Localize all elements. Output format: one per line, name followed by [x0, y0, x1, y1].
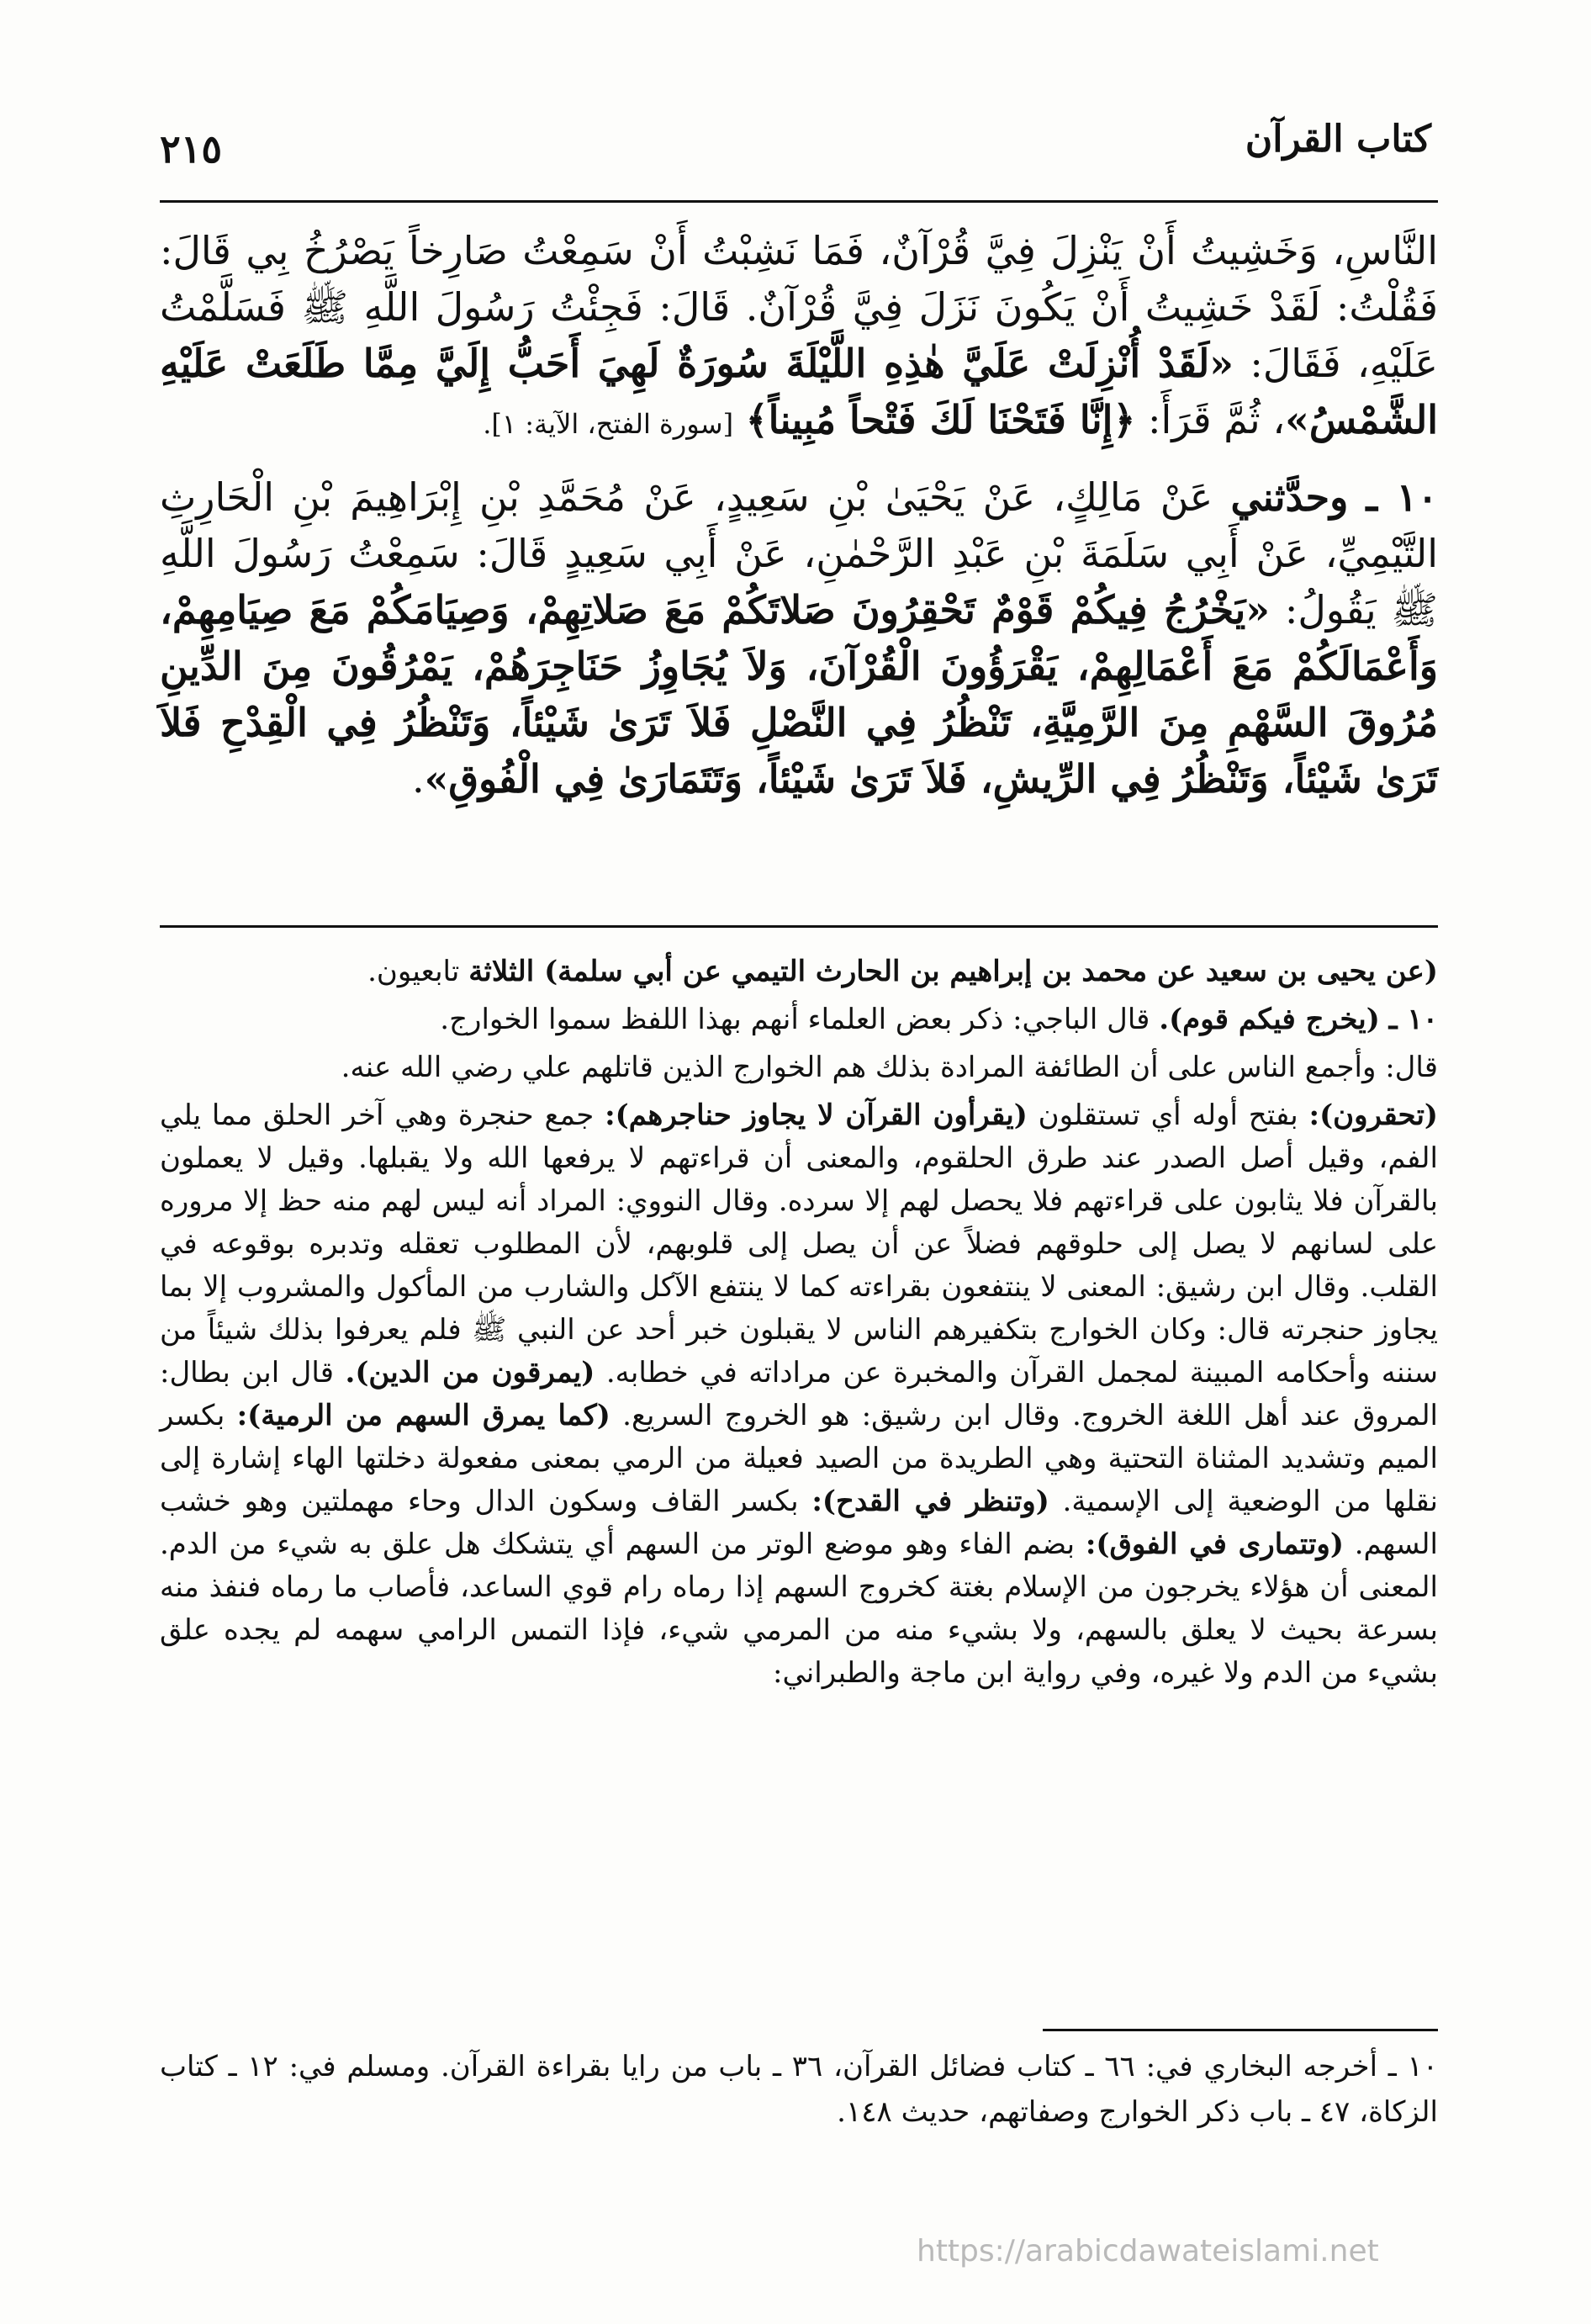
commentary-paragraph: [160, 1046, 1438, 1089]
commentary-paragraph: [160, 950, 1438, 993]
narration-text: النَّاسِ، وَخَشِيتُ أَنْ يَنْزِلَ فِيَّ قُرْآنٌ، فَمَا نَشِبْتُ أَنْ سَمِعْتُ صَارِخاً يَصْرُخُ بِي قَالَ: فَقُلْتُ: لَقَدْ خَشِيتُ أَنْ يَكُونَ نَزَلَ فِيَّ قُرْآنٌ. قَالَ: فَجِئْتُ رَسُولَ اللَّهِ ﷺ فَسَلَّمْتُ عَلَيْهِ، فَقَالَ:: [160, 228, 1438, 386]
footnote-number: ١٠ ـ: [1388, 2050, 1439, 2083]
commentary-text: قال ابن بطال: المروق عند أهل اللغة الخروج. وقال ابن رشيق: هو الخروج السريع.: [160, 1356, 1438, 1432]
commentary-number: ١٠ ـ: [1388, 1003, 1438, 1036]
hadith-number: ١٠ ـ: [1366, 474, 1438, 520]
commentary-text: قال: وأجمع الناس على أن الطائفة المرادة بذلك هم الخوارج الذين قاتلهم علي رضي الله عنه.: [341, 1051, 1438, 1084]
commentary-paragraph: [160, 998, 1438, 1041]
hadith-paragraph-10: [160, 469, 1438, 807]
commentary-heading: (يخرج فيكم قوم).: [1159, 1003, 1380, 1036]
page-title: كتاب القرآن: [1245, 118, 1431, 161]
section-rule: [160, 925, 1438, 928]
commentary-heading: (يمرقون من الدين).: [345, 1356, 595, 1390]
page-number: ٢١٥: [160, 126, 223, 172]
footnote: [160, 2044, 1438, 2135]
header-rule: [160, 200, 1438, 203]
prophetic-saying: «يَخْرُجُ فِيكُمْ قَوْمٌ تَحْقِرُونَ صَلاتَكُمْ مَعَ صَلاتِهِمْ، وَصِيَامَكُمْ مَعَ صِيَامِهِمْ، وَأَعْمَالَكُمْ مَعَ أَعْمَالِهِمْ، يَقْرَؤُونَ الْقُرْآنَ، وَلاَ يُجَاوِزُ حَنَاجِرَهُمْ، يَمْرُقُونَ مِنَ الدِّينِ مُرُوقَ السَّهْمِ مِنَ الرَّمِيَّةِ، تَنْظُرُ فِي النَّصْلِ فَلاَ تَرَىٰ شَيْئاً، وَتَنْظُرُ فِي الْقِدْحِ فَلاَ تَرَىٰ شَيْئاً، وَتَنْظُرُ فِي الرِّيشِ، فَلاَ تَرَىٰ شَيْئاً، وَتَتَمَارَىٰ فِي الْفُوقِ»: [160, 587, 1438, 802]
quran-verse: ﴿إِنَّا فَتَحْنَا لَكَ فَتْحاً مُبِيناً﴾: [745, 397, 1136, 442]
commentary-heading: (وتتمارى في الفوق):: [1085, 1527, 1344, 1561]
commentary-text: جمع حنجرة وهي آخر الحلق مما يلي الفم، وقيل أصل الصدر عند طرق الحلقوم، والمعنى أن قراءتهم لا يرفعها الله ولا يقبلها. وقيل لا يعملون بالقرآن فلا يثابون على قراءتهم فلا يحصل لهم إلا سرده. وقال النووي: المراد أنه ليس لهم منه حظ إلا مروره على لسانهم لا يصل إلى حلوقهم فضلاً عن أن يصل إلى قلوبهم، لأن المطلوب تعقله وتدبره بوقوعه في القلب. وقال ابن رشيق: المعنى لا ينتفعون بقراءته كما لا ينتفع الآكل والشارب من المأكول والمشروب إلا بما يجاوز حنجرته قال: وكان الخوارج بتكفيرهم الناس لا يقبلون خبر أحد عن النبي ﷺ فلم يعرفوا بذلك شيئاً من سننه وأحكامه المبينة لمجمل القرآن والمخبرة عن مراداته في خطابه.: [160, 1098, 1439, 1390]
commentary-paragraph: [160, 1094, 1438, 1695]
period: .: [411, 756, 425, 802]
commentary-text: بفتح أوله أي تستقلون: [1027, 1098, 1309, 1132]
commentary-heading: (وتنظر في القدح):: [811, 1485, 1049, 1518]
commentary-text: بكسر الميم وتشديد المثناة التحتية وهي الطريدة من الصيد فعيلة من الرمي بمعنى مفعولة دخلتها الهاء إشارة إلى نقلها من الوضعية إلى الإسمية.: [160, 1399, 1439, 1518]
hadith-opening: وحدَّثني: [1230, 474, 1349, 520]
commentary-text: بكسر القاف وسكون الدال وحاء مهملتين وهو خشب السهم.: [160, 1485, 1438, 1561]
commentary-text: قال الباجي: ذكر بعض العلماء أنهم بهذا اللفظ سموا الخوارج.: [440, 1003, 1160, 1036]
watermark: https://arabicdawateislami.net: [917, 2234, 1379, 2268]
commentary-heading: (يقرأون القرآن لا يجاوز حناجرهم):: [605, 1098, 1028, 1132]
commentary: [160, 950, 1438, 1700]
commentary-text: تابعيون.: [367, 955, 469, 988]
prophetic-saying: «لَقَدْ أُنْزِلَتْ عَلَيَّ هٰذِهِ اللَّيْلَةَ سُورَةٌ لَهِيَ أَحَبُّ إِلَيَّ مِمَّا طَلَعَتْ عَلَيْهِ الشَّمْسُ»: [160, 341, 1438, 442]
footnote-rule: [1043, 2029, 1438, 2031]
footnote-paragraph: [160, 2044, 1438, 2135]
commentary-heading: (كما يمرق السهم من الرمية):: [236, 1399, 610, 1432]
commentary-heading: (تحقرون):: [1308, 1098, 1439, 1132]
footnote-text: أخرجه البخاري في: ٦٦ ـ كتاب فضائل القرآن، ٣٦ ـ باب من رايا بقراءة القرآن. ومسلم في: ١٢ ـ كتاب الزكاة، ٤٧ ـ باب ذكر الخوارج وصفاتهم، حديث ١٤٨.: [160, 2050, 1438, 2129]
hadith-paragraph-9-end: [160, 223, 1438, 453]
main-text: [160, 223, 1438, 824]
commentary-text: بضم الفاء وهو موضع الوتر من السهم أي يتشكك هل علق به شيء من الدم. المعنى أن هؤلاء يخرجون من الإسلام بغتة كخروج السهم إذا رماه رام قوي الساعد، فأصاب ما رماه فنفذ منه بسرعة بحيث لا يعلق بالسهم، ولا بشيء منه من المرمي شيء، فإذا التمس الرامي سهمه لم يجده علق بشيء من الدم ولا غيره، وفي رواية ابن ماجة والطبراني:: [160, 1527, 1438, 1690]
verse-reference: [سورة الفتح، الآية: ١].: [483, 408, 734, 440]
isnad-text: عَنْ مَالِكٍ، عَنْ يَحْيَىٰ بْنِ سَعِيدٍ، عَنْ مُحَمَّدِ بْنِ إِبْرَاهِيمَ بْنِ الْحَارِثِ التَّيْمِيِّ، عَنْ أَبِي سَلَمَةَ بْنِ عَبْدِ الرَّحْمٰنِ، عَنْ أَبِي سَعِيدٍ قَالَ: سَمِعْتُ رَسُولَ اللَّهِ ﷺ يَقُولُ:: [160, 474, 1438, 633]
commentary-heading: (عن يحيى بن سعيد عن محمد بن إبراهيم بن الحارث التيمي عن أبي سلمة) الثلاثة: [468, 955, 1438, 988]
narration-text: ، ثُمَّ قَرَأَ:: [1148, 397, 1286, 442]
